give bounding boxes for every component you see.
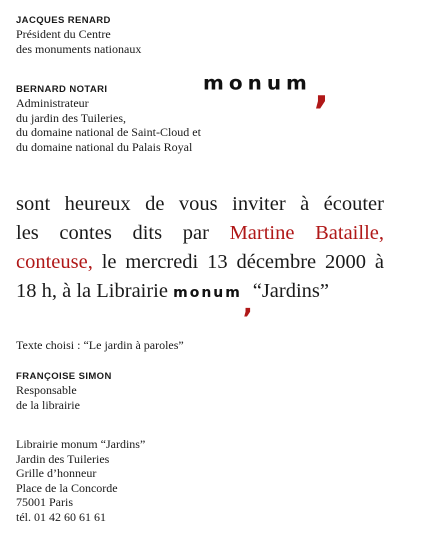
signatory-title-line: du domaine national du Palais Royal [16, 139, 193, 154]
signatory-notari [16, 83, 201, 154]
signatory-title-line: Responsable [16, 383, 77, 397]
logo-wordmark: monum [173, 285, 242, 301]
invitation-line [16, 277, 384, 320]
address-line: Jardin des Tuileries [16, 451, 110, 466]
invitation-segment: “Jardins” [252, 280, 330, 302]
invitation-segment: 18 h, à la Librairie [16, 280, 174, 302]
address-block [16, 437, 145, 524]
signatory-title-line: des monuments nationaux [16, 41, 142, 56]
monum-logo-inline [173, 279, 253, 320]
address-line: Librairie monum “Jardins” [16, 437, 146, 451]
logo-comma-mark: , [313, 67, 330, 113]
monum-logo [203, 67, 330, 113]
signatory-name: BERNARD NOTARI [16, 84, 108, 95]
performer-role: conteuse, [16, 251, 93, 273]
logo-comma-mark: , [242, 290, 253, 320]
signatory-title-line: de la librairie [16, 397, 80, 412]
invitation-line: sont heureux de vous inviter à écouter [16, 193, 384, 215]
signatory-title-line: du domaine national de Saint-Cloud et [16, 125, 201, 139]
selected-text-note: Texte choisi : “Le jardin à paroles” [16, 338, 184, 352]
address-line: Place de la Concorde [16, 480, 118, 495]
invitation-text [16, 190, 384, 320]
signatory-title-line: du jardin des Tuileries, [16, 110, 126, 125]
invitation-line [16, 219, 384, 248]
logo-wordmark: monum [203, 71, 312, 95]
signatory-simon [16, 370, 112, 412]
signatory-name: FRANÇOISE SIMON [16, 371, 112, 382]
invitation-line [16, 248, 384, 277]
address-line: Grille d’honneur [16, 466, 97, 480]
signatory-renard [16, 14, 141, 56]
performer-name: Martine Bataille, [229, 222, 384, 244]
signatory-name: JACQUES RENARD [16, 15, 111, 26]
signatory-title-line: Administrateur [16, 96, 89, 110]
address-line: 75001 Paris [16, 495, 73, 509]
invitation-segment: le mercredi 13 décembre 2000 à [92, 251, 384, 273]
phone-number: tél. 01 42 60 61 61 [16, 509, 106, 524]
invitation-segment: les contes dits par [16, 222, 230, 244]
signatory-title-line: Président du Centre [16, 27, 111, 41]
